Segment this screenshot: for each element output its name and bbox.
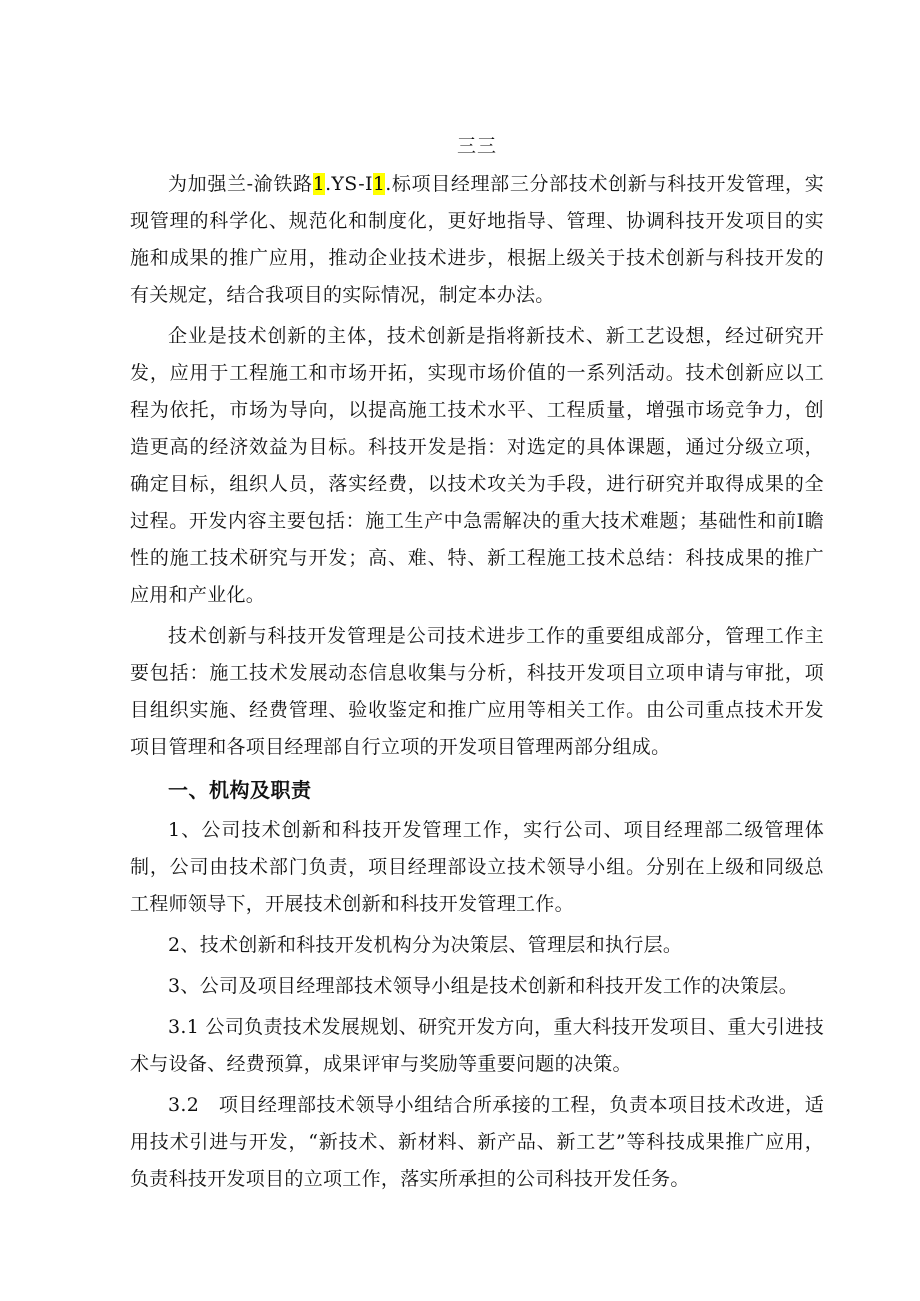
intro-text-code: .YS-I — [325, 173, 373, 195]
section-item: 2、技术创新和科技开发机构分为决策层、管理层和执行层。 — [168, 934, 683, 956]
highlighted-text: 1 — [312, 173, 326, 195]
section-heading: 一、机构及职责 — [168, 778, 312, 802]
document-page — [130, 126, 824, 1286]
section-item: 3、公司及项目经理部技术领导小组是技术创新和科技开发工作的决策层。 — [168, 975, 798, 997]
intro-text-start: 为加强兰-渝铁路 — [168, 173, 313, 195]
body-paragraph: 企业是技术创新的主体，技术创新是指将新技术、新工艺设想，经过研究开发，应用于工程施工和市场开拓，实现市场价值的一系列活动。技术创新应以工程为依托，市场为导向，以提高施工技术水平、工程质量，增强市场竞争力，创造更高的经济效益为目标。科技开发是指：对选定的具体课题，通过分级立项，确定目标，组织人员，落实经费，以技术攻关为手段，进行研究并取得成果的全过程。开发内容主要包括：施工生产中急需解决的重大技术难题；基础性和前I瞻性的施工技术研究与开发；高、难、特、新工程施工技术总结：科技成果的推广应用和产业化。 — [130, 325, 824, 606]
section-item: 1、公司技术创新和科技开发管理工作，实行公司、项目经理部二级管理体制，公司由技术部门负责，项目经理部设立技术领导小组。分别在上级和同级总工程师领导下，开展技术创新和科技开发管理工作。 — [130, 819, 824, 915]
intro-paragraph — [130, 166, 824, 314]
highlighted-text: 1 — [372, 173, 386, 195]
body-paragraph: 技术创新与科技开发管理是公司技术进步工作的重要组成部分，管理工作主要包括：施工技术发展动态信息收集与分析，科技开发项目立项申请与审批，项目组织实施、经费管理、验收鉴定和推广应用等相关工作。由公司重点技术开发项目管理和各项目经理部自行立项的开发项目管理两部分组成。 — [130, 625, 824, 758]
intro-text-end: .标项目经理部三分部技术创新与科技开发管理，实现管理的科学化、规范化和制度化，更好地指导、管理、协调科技开发项目的实施和成果的推广应用，推动企业技术进步，根据上级关于技术创新与科技开发的有关规定，结合我项目的实际情况，制定本办法。 — [130, 173, 824, 306]
section-item: 3.2 项目经理部技术领导小组结合所承接的工程，负责本项目技术改进，适用技术引进与开发，“新技术、新材料、新产品、新工艺”等科技成果推广应用，负责科技开发项目的立项工作，落实所承担的公司科技开发任务。 — [130, 1094, 824, 1190]
document-title: 三三 — [456, 135, 497, 157]
section-item: 3.1 公司负责技术发展规划、研究开发方向，重大科技开发项目、重大引进技术与设备、经费预算，成果评审与奖励等重要问题的决策。 — [130, 1016, 824, 1075]
